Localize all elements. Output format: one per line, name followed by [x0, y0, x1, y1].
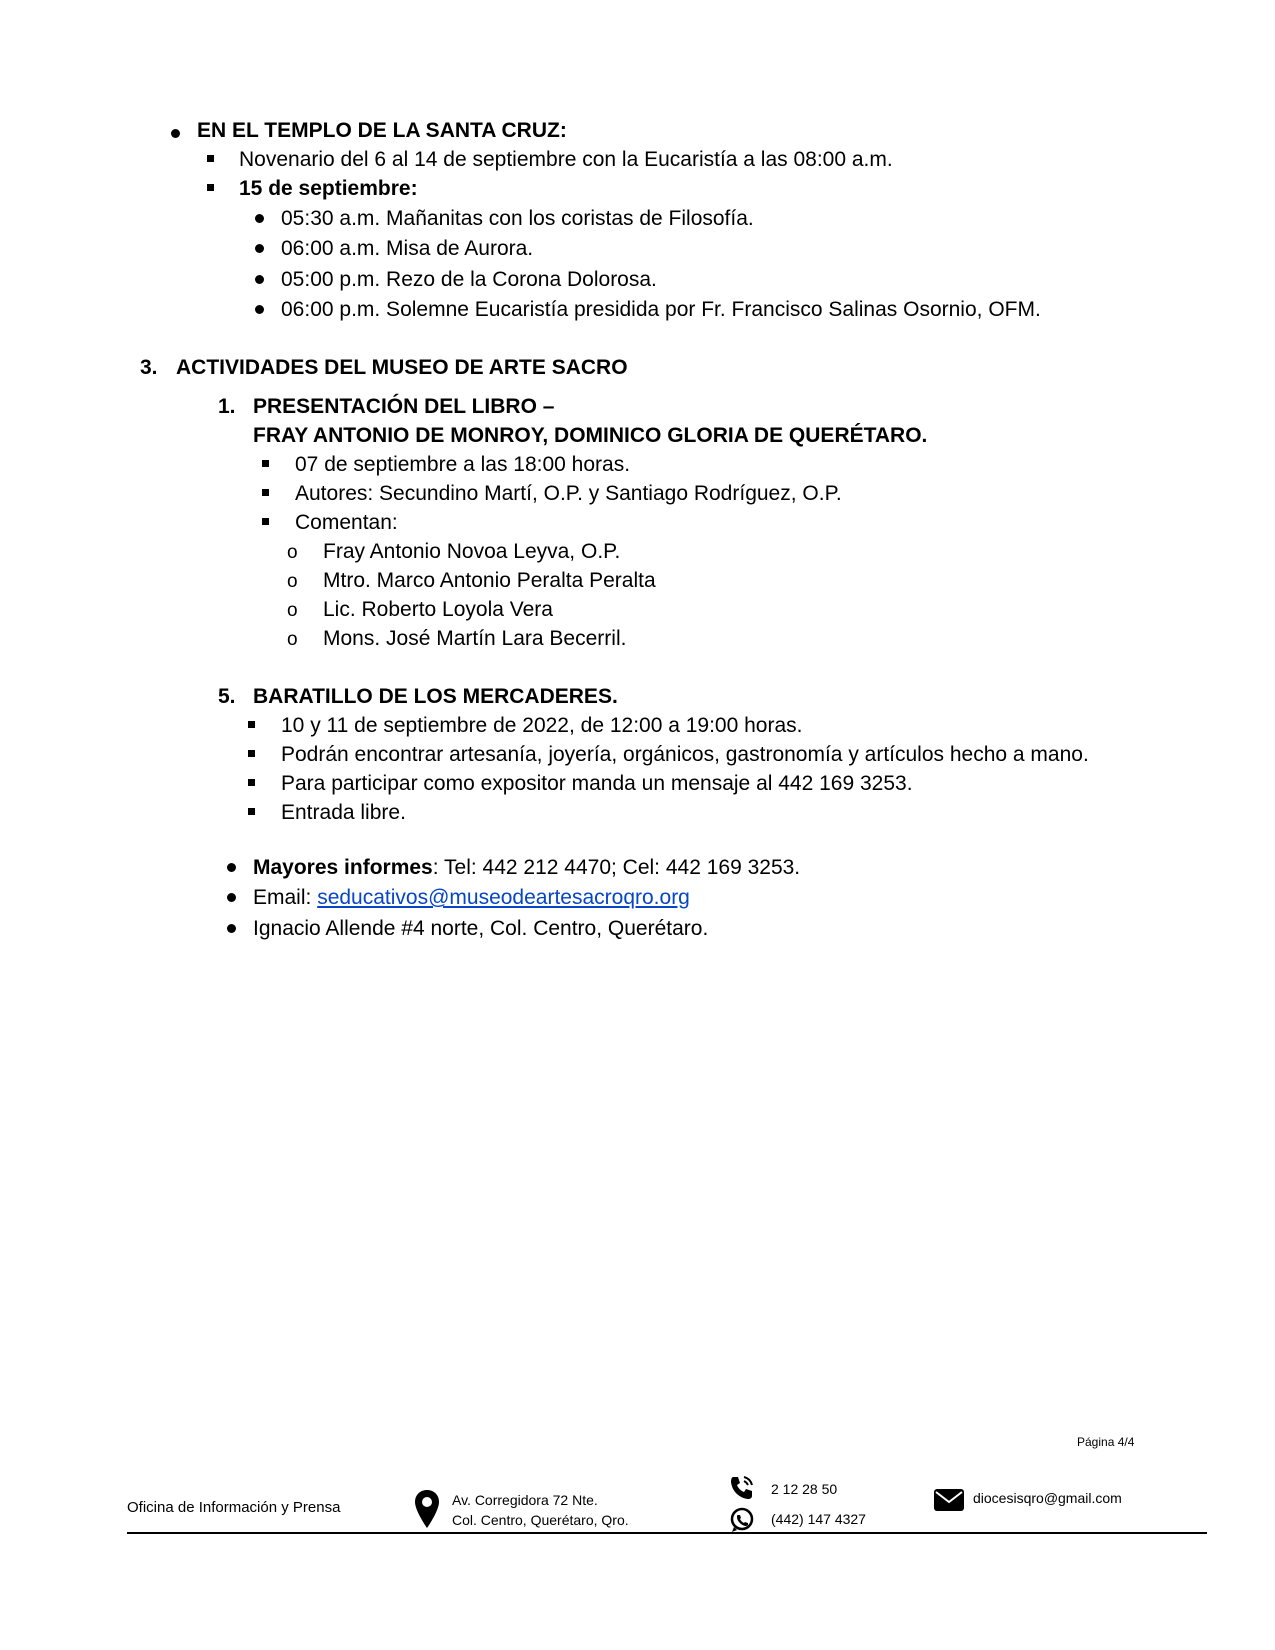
bullet-square [262, 489, 269, 496]
bullet-circle: o [287, 542, 298, 563]
item-number: 5. [218, 685, 236, 708]
bullet-square [248, 750, 255, 757]
bullet-square [248, 779, 255, 786]
event-item: 05:00 p.m. Rezo de la Corona Dolorosa. [281, 268, 657, 291]
libro-detail: Comentan: [295, 511, 398, 534]
museo-heading: ACTIVIDADES DEL MUSEO DE ARTE SACRO [176, 356, 628, 379]
bullet-dot [255, 275, 264, 284]
bullet-dot [255, 305, 264, 314]
bullet-circle: o [287, 600, 298, 621]
location-pin-icon [414, 1489, 440, 1529]
libro-title-line2: FRAY ANTONIO DE MONROY, DOMINICO GLORIA DE QUERÉTARO. [253, 424, 928, 447]
email-link[interactable]: seducativos@museodeartesacroqro.org [317, 886, 690, 909]
bullet-square [262, 518, 269, 525]
libro-detail: Autores: Secundino Martí, O.P. y Santiago Rodríguez, O.P. [295, 482, 842, 505]
bullet-square [248, 721, 255, 728]
bullet-dot [255, 214, 264, 223]
bullet-circle: o [287, 629, 298, 650]
footer-divider [127, 1532, 1207, 1534]
bullet-square [248, 808, 255, 815]
santa-cruz-heading: EN EL TEMPLO DE LA SANTA CRUZ: [197, 119, 567, 142]
bullet-square [207, 184, 214, 191]
bullet-dot [171, 129, 180, 138]
email-label: Email: [253, 886, 318, 909]
bullet-square [262, 460, 269, 467]
baratillo-title: BARATILLO DE LOS MERCADERES. [253, 685, 618, 708]
event-item: 05:30 a.m. Mañanitas con los coristas de Filosofía. [281, 207, 754, 230]
direccion-text: Ignacio Allende #4 norte, Col. Centro, Querétaro. [253, 917, 709, 940]
address-line2: Col. Centro, Querétaro, Qro. [452, 1512, 629, 1528]
informes-line [253, 854, 800, 882]
address-line1: Av. Corregidora 72 Nte. [452, 1492, 598, 1508]
office-name: Oficina de Información y Prensa [127, 1499, 341, 1516]
comentarista-item: Mons. José Martín Lara Becerril. [323, 627, 627, 650]
baratillo-detail: Podrán encontrar artesanía, joyería, orgánicos, gastronomía y artículos hecho a mano. [281, 743, 1089, 766]
date-heading: 15 de septiembre: [239, 177, 418, 200]
novenario-text: Novenario del 6 al 14 de septiembre con la Eucaristía a las 08:00 a.m. [239, 148, 893, 171]
informes-label: Mayores informes [253, 856, 433, 879]
baratillo-detail: Entrada libre. [281, 801, 406, 824]
whatsapp-icon [728, 1506, 756, 1534]
bullet-dot [227, 863, 236, 872]
email-line [253, 884, 690, 912]
phone-icon [728, 1474, 756, 1502]
bullet-circle: o [287, 571, 298, 592]
event-item: 06:00 a.m. Misa de Aurora. [281, 237, 534, 260]
bullet-dot [227, 893, 236, 902]
whatsapp-number: (442) 147 4327 [771, 1511, 866, 1527]
mail-icon [933, 1488, 965, 1512]
phone-number: 2 12 28 50 [771, 1481, 838, 1497]
bullet-square [207, 155, 214, 162]
bullet-dot [227, 924, 236, 933]
comentarista-item: Fray Antonio Novoa Leyva, O.P. [323, 540, 621, 563]
comentarista-item: Lic. Roberto Loyola Vera [323, 598, 553, 621]
item-number: 1. [218, 395, 236, 418]
event-item: 06:00 p.m. Solemne Eucaristía presidida por Fr. Francisco Salinas Osornio, OFM. [281, 298, 1041, 321]
comentarista-item: Mtro. Marco Antonio Peralta Peralta [323, 569, 656, 592]
informes-text: : Tel: 442 212 4470; Cel: 442 169 3253. [432, 856, 801, 879]
libro-title-line1: PRESENTACIÓN DEL LIBRO – [253, 395, 555, 418]
section-number: 3. [140, 356, 158, 379]
bullet-dot [255, 244, 264, 253]
baratillo-detail: 10 y 11 de septiembre de 2022, de 12:00 a 19:00 horas. [281, 714, 803, 737]
page-number: Página 4/4 [1077, 1435, 1135, 1449]
baratillo-detail: Para participar como expositor manda un mensaje al 442 169 3253. [281, 772, 913, 795]
libro-detail: 07 de septiembre a las 18:00 horas. [295, 453, 631, 476]
footer-email: diocesisqro@gmail.com [973, 1490, 1122, 1506]
